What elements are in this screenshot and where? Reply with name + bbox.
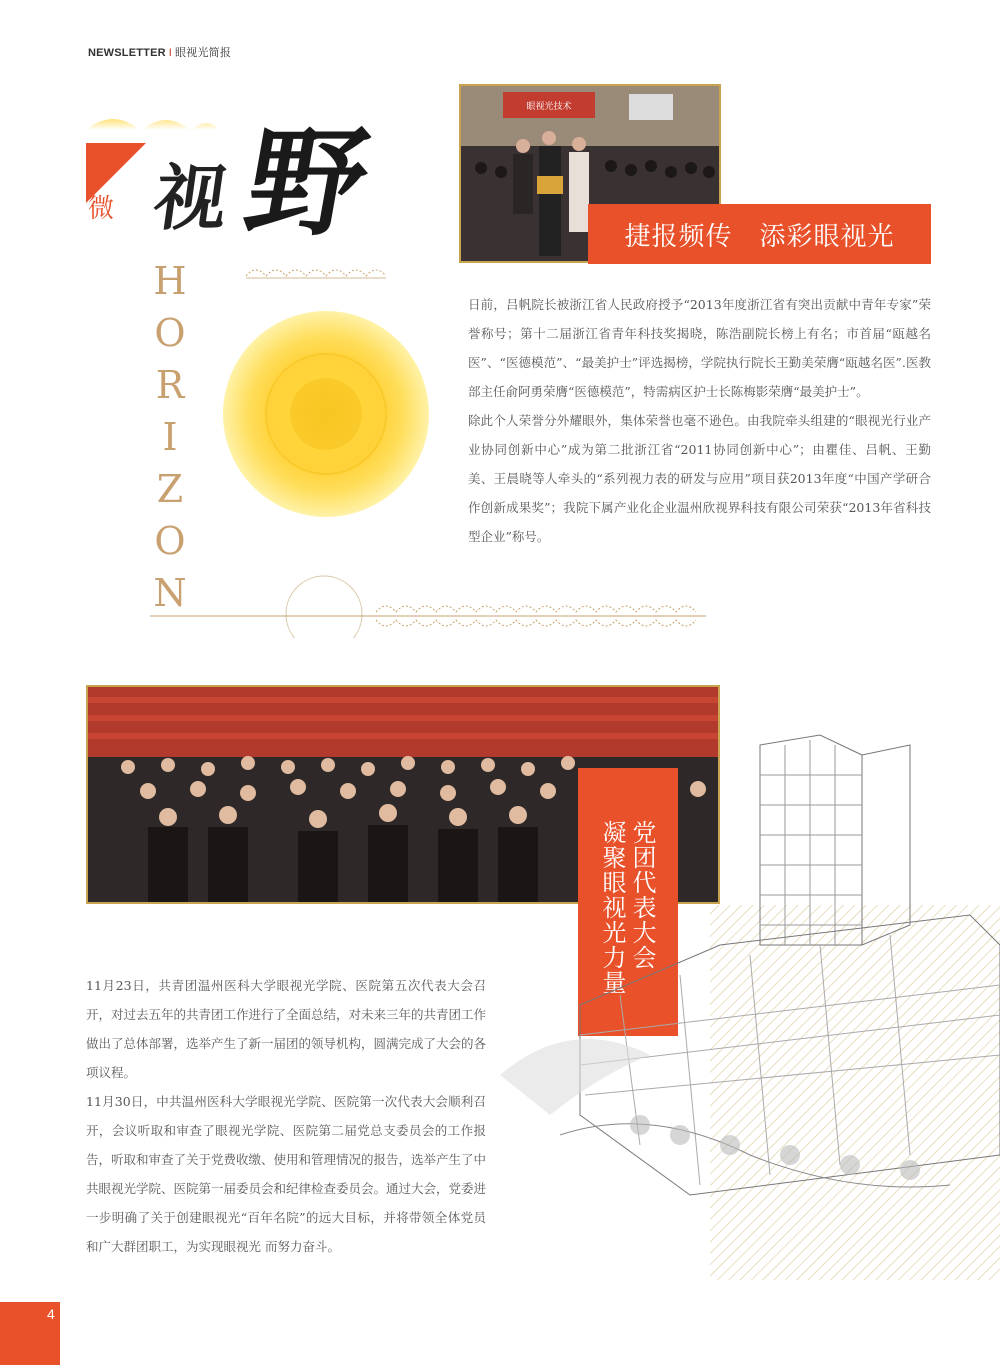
horizon-letter: Z [156,467,184,511]
article1-banner: 捷报频传 添彩眼视光 [588,204,931,264]
divider-ornament [150,572,706,638]
horizon-letter: H [153,259,187,303]
page-number: 4 [47,1306,55,1322]
sun-graphic [222,310,430,518]
backdrop-text: 眼视光技术 [526,102,572,112]
section-title-ye: 野 [235,113,379,252]
newsletter-header [88,44,231,60]
micro-label: 微 [88,194,115,224]
article1-body [468,290,931,551]
gold-arcs-decoration [86,108,226,132]
building-sketch [490,715,1000,1285]
header-separator: I [168,47,173,59]
article2-paragraph: 11月30日，中共温州医科大学眼视光学院、医院第一次代表大会顺利召开，会议听取和审查了眼视光学院、医院第二届党总支委员会的工作报告，听取和审查了关于党费收缴、使用和管理情况的报告，选举产生了中共眼视光学院、医院第一届委员会和纪律检查委员会。通过大会，党委进一步明确了关于创建眼视光“百年名院”的远大目标，并将带领全体党员和广大群团职工，为实现眼视光 而努力奋斗。 [86,1094,487,1254]
article2-body [86,971,486,1261]
horizon-vertical-text [150,255,190,619]
newsletter-title: 眼视光简报 [175,47,232,59]
section-title-shi: 视 [149,155,234,240]
article2-banner-line2: 凝聚眼视光力量 [598,820,626,995]
article2-banner-line1: 党团代表大会 [628,820,656,970]
article2-paragraph: 11月23日，共青团温州医科大学眼视光学院、医院第五次代表大会召开，对过去五年的共青团工作进行了全面总结，对未来三年的共青团工作做出了总体部署，选举产生了新一届团的领导机构，圆满完成了大会的各项议程。 [86,978,487,1080]
newsletter-brand: NEWSLETTER [88,47,166,59]
article1-paragraph: 日前，吕帆院长被浙江省人民政府授予“2013年度浙江省有突出贡献中青年专家”荣誉称号；第十二届浙江省青年科技奖揭晓，陈浩副院长榜上有名；市首届“瓯越名医”、“医德模范”、“最美护士”评选揭榜，学院执行院长王勤美荣膺“瓯越名医”.医教部主任俞阿勇荣膺“医德模范”，特需病区护士长陈梅影荣膺“最美护士”。 [468,297,931,399]
scallop-ornament [246,262,386,280]
horizon-letter: N [153,571,187,615]
horizon-letter: O [154,311,186,355]
article1-paragraph: 除此个人荣誉分外耀眼外，集体荣誉也毫不逊色。由我院牵头组建的“眼视光行业产业协同创新中心”成为第二批浙江省“2011协同创新中心”；由瞿佳、吕帆、王勤美、王晨晓等人牵头的“系列视力表的研发与应用”项目获2013年度“中国产学研合作创新成果奖”；我院下属产业化企业温州欣视界科技有限公司荣获“2013年省科技型企业”称号。 [468,413,931,544]
horizon-letter: R [155,363,185,407]
horizon-letter: O [154,519,186,563]
horizon-letter: I [162,415,178,459]
